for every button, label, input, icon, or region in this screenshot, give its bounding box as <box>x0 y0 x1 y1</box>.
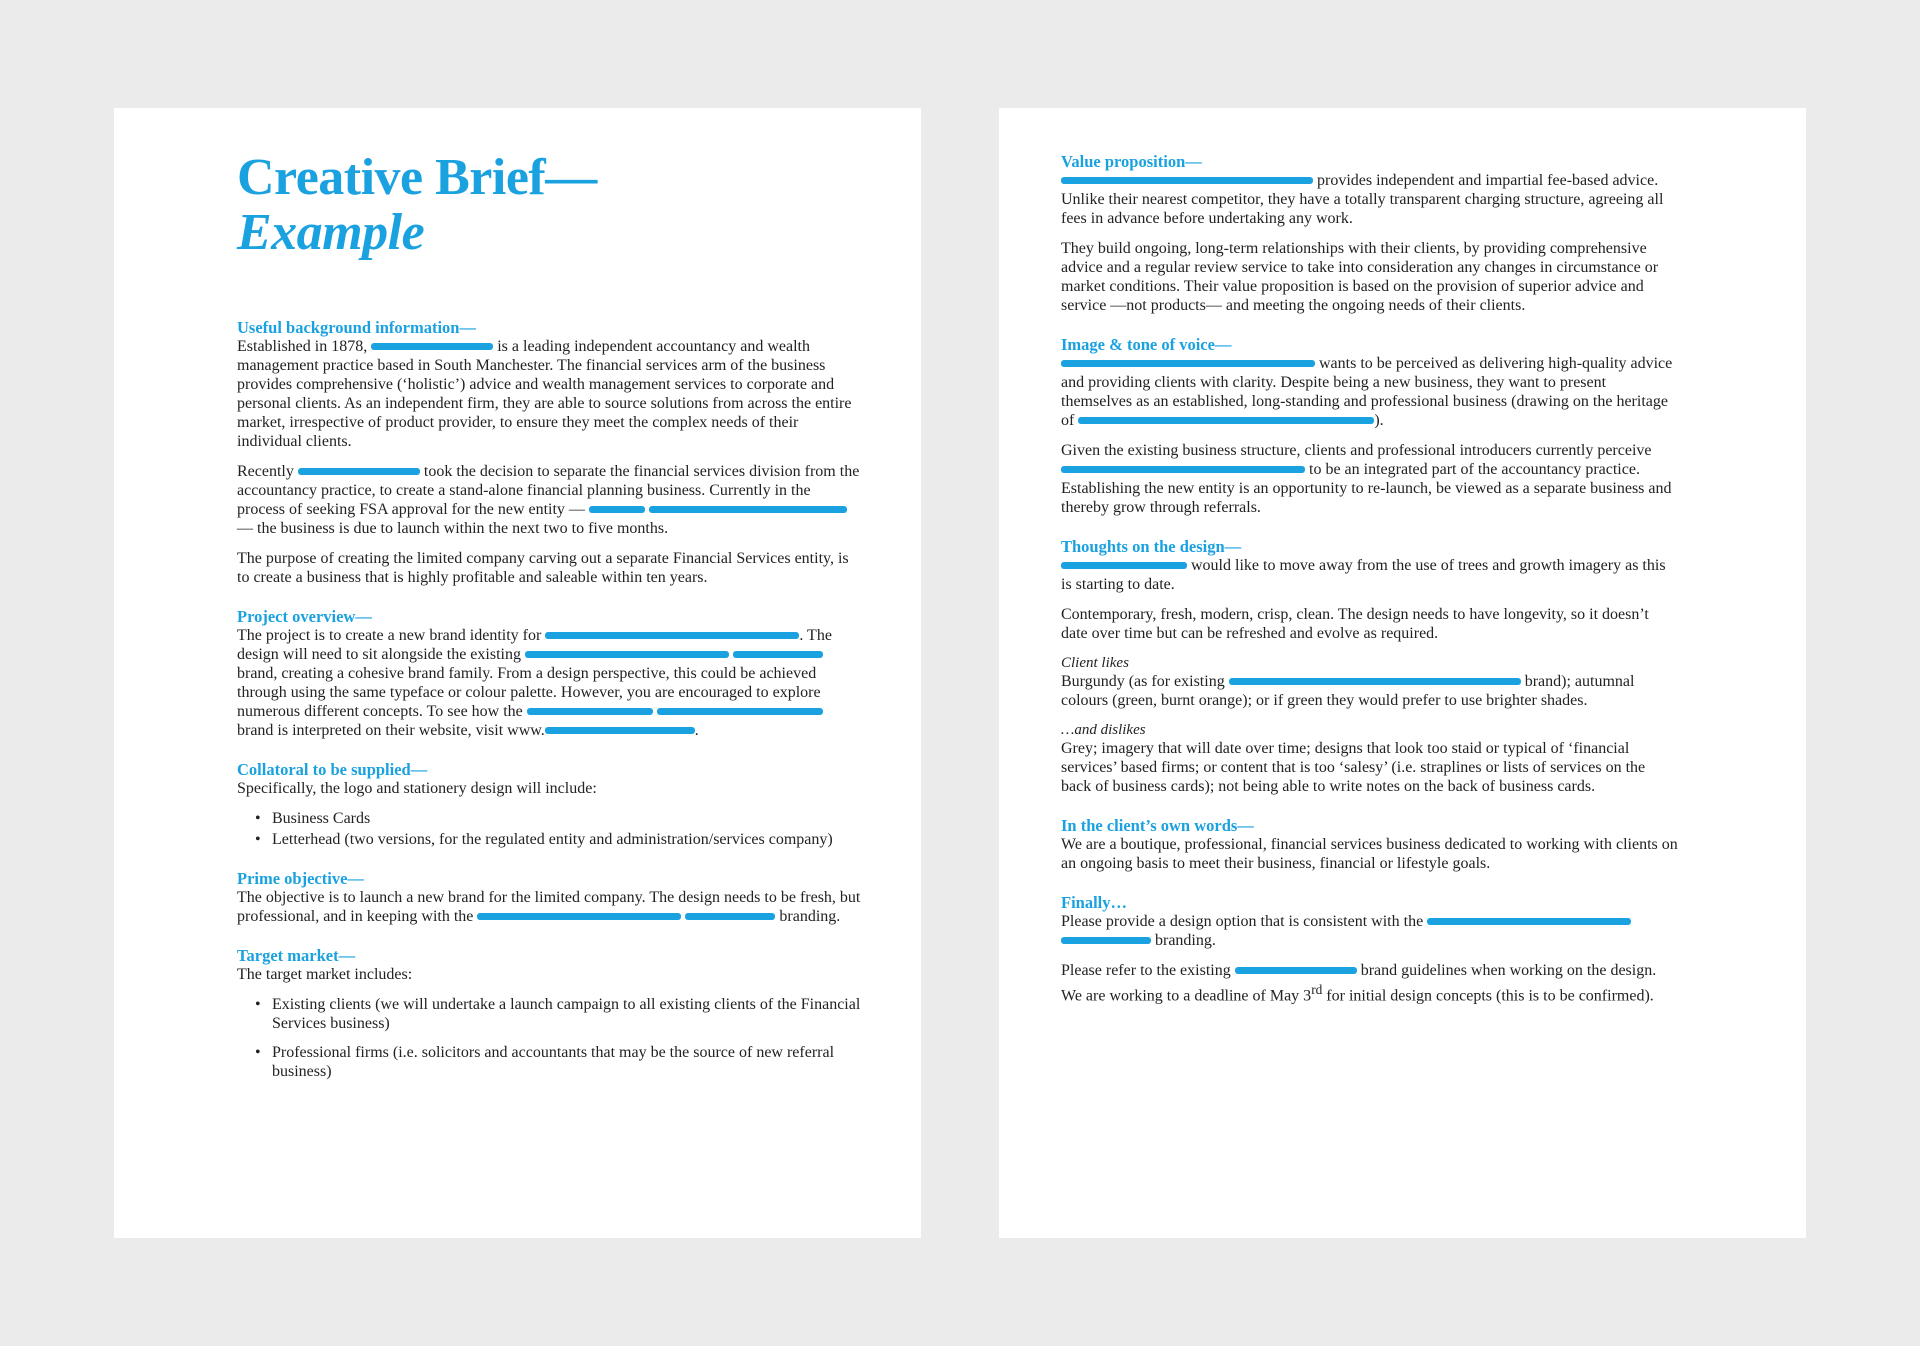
section-heading: Prime objective— <box>237 869 364 888</box>
section-prime-objective <box>237 869 861 926</box>
paragraph: Established in 1878, is a leading independent accountancy and wealth management practice based in South Manchester. The financial services arm of the business provides comprehensive (‘holistic’) advice and wealth management services to corporate and personal clients. As an independent firm, they are able to source solutions from across the entire market, irrespective of product provider, to ensure they meet the complex needs of their individual clients. <box>237 338 852 450</box>
paragraph: Burgundy (as for existing brand); autumnal colours (green, burnt orange); or if green they would prefer to use brighter shades. <box>1061 673 1635 709</box>
document-page-right <box>999 108 1806 1238</box>
client-likes-label: Client likes <box>1061 655 1129 671</box>
paragraph: The project is to create a new brand identity for . The design will need to sit alongside the existing brand, creating a cohesive brand family. From a design perspective, this could be achieved through using the same typeface or colour palette. However, you are encouraged to explore numerous different concepts. To see how the brand is interpreted on their website, visit www. . <box>237 627 832 739</box>
section-heading: Target market— <box>237 946 356 965</box>
section-target-market <box>237 946 861 1081</box>
redaction-mark <box>649 506 847 513</box>
paragraph: The objective is to launch a new brand for the limited company. The design needs to be fresh, but professional, and in keeping with the branding. <box>237 889 861 925</box>
paragraph: We are a boutique, professional, financial services business dedicated to working with clients on an ongoing basis to meet their business, financial or lifestyle goals. <box>1061 836 1678 872</box>
redaction-mark <box>657 708 823 715</box>
title-block <box>237 150 861 260</box>
paragraph: Specifically, the logo and stationery design will include: <box>237 780 597 797</box>
paragraph: The target market includes: <box>237 966 413 983</box>
paragraph: Contemporary, fresh, modern, crisp, clean. The design needs to have longevity, so it doesn’t date over time but can be refreshed and evolve as required. <box>1061 606 1649 642</box>
paragraph: Please refer to the existing brand guidelines when working on the design. We are working to a deadline of May 3rd for initial design concepts (this is to be confirmed). <box>1061 962 1657 1005</box>
paragraph: would like to move away from the use of trees and growth imagery as this is starting to date. <box>1061 557 1666 593</box>
redaction-mark <box>298 468 420 475</box>
paragraph: Please provide a design option that is consistent with the branding. <box>1061 912 1678 950</box>
section-heading: Collatoral to be supplied— <box>237 760 428 779</box>
section-finally <box>1061 893 1678 1005</box>
client-dislikes-label: …and dislikes <box>1061 722 1146 738</box>
section-background <box>237 318 861 587</box>
section-project-overview <box>237 607 861 740</box>
section-heading: Finally… <box>1061 893 1128 912</box>
list-item: • Business Cards <box>255 809 861 828</box>
redaction-mark <box>1061 937 1151 944</box>
redaction-mark <box>545 632 799 639</box>
document-title: Creative Brief— <box>237 149 597 206</box>
section-collateral <box>237 760 861 849</box>
paragraph: Given the existing business structure, clients and professional introducers currently perceive to be an integrated part of the accountancy practice. Establishing the new entity is an opportunity to re-launch, be viewed as a separate business and thereby grow through referrals. <box>1061 442 1672 516</box>
section-thoughts-design <box>1061 537 1678 796</box>
redaction-mark <box>1061 360 1315 367</box>
section-heading: Image & tone of voice— <box>1061 335 1232 354</box>
redaction-mark <box>525 651 729 658</box>
paragraph: They build ongoing, long-term relationships with their clients, by providing comprehensive advice and a regular review service to take into consideration any changes in circumstance or market conditions. Their value proposition is based on the provision of superior advice and service —not products— and meeting the ongoing needs of their clients. <box>1061 240 1659 314</box>
list-item: • Existing clients (we will undertake a launch campaign to all existing clients of the Financial Services business) <box>255 995 861 1033</box>
redaction-mark <box>1427 918 1631 925</box>
paragraph: Grey; imagery that will date over time; designs that look too staid or typical of ‘financial services’ based firms; or content that is too ‘salesy’ (i.e. straplines or lists of services on the back of business cards); not being able to write notes on the back of business cards. <box>1061 740 1646 795</box>
redaction-mark <box>1078 417 1374 424</box>
redaction-mark <box>527 708 653 715</box>
section-image-tone <box>1061 335 1678 517</box>
document-page-left <box>114 108 921 1238</box>
redaction-mark <box>589 506 645 513</box>
redaction-mark <box>545 727 695 734</box>
section-heading: Useful background information— <box>237 318 476 337</box>
document-subtitle: Example <box>237 204 425 261</box>
paragraph: Recently took the decision to separate the financial services division from the accountancy practice, to create a stand-alone financial planning business. Currently in the process of seeking FSA approval for the new entity — — the business is due to launch within the next two to five months. <box>237 463 860 537</box>
section-heading: Thoughts on the design— <box>1061 537 1242 556</box>
redaction-mark <box>477 913 681 920</box>
redaction-mark <box>1235 967 1357 974</box>
section-client-words <box>1061 816 1678 873</box>
list-item: • Professional firms (i.e. solicitors and accountants that may be the source of new referral business) <box>255 1043 861 1081</box>
redaction-mark <box>1229 678 1521 685</box>
section-heading: Project overview— <box>237 607 372 626</box>
list-item: • Letterhead (two versions, for the regulated entity and administration/services company) <box>255 830 861 849</box>
target-list <box>237 995 861 1081</box>
section-value-proposition <box>1061 152 1678 315</box>
section-heading: Value proposition— <box>1061 152 1202 171</box>
redaction-mark <box>1061 466 1305 473</box>
paragraph: wants to be perceived as delivering high-quality advice and providing clients with clarity. Despite being a new business, they want to present themselves as an established, long-standing and professional business (drawing on the heritage of ). <box>1061 355 1673 429</box>
redaction-mark <box>1061 177 1313 184</box>
redaction-mark <box>1061 562 1187 569</box>
section-heading: In the client’s own words— <box>1061 816 1254 835</box>
redaction-mark <box>733 651 823 658</box>
redaction-mark <box>371 343 493 350</box>
paragraph: The purpose of creating the limited company carving out a separate Financial Services entity, is to create a business that is highly profitable and saleable within ten years. <box>237 550 849 586</box>
paragraph: provides independent and impartial fee-based advice. Unlike their nearest competitor, they have a totally transparent charging structure, agreeing all fees in advance before undertaking any work. <box>1061 172 1664 227</box>
redaction-mark <box>685 913 775 920</box>
collateral-list <box>237 809 861 849</box>
